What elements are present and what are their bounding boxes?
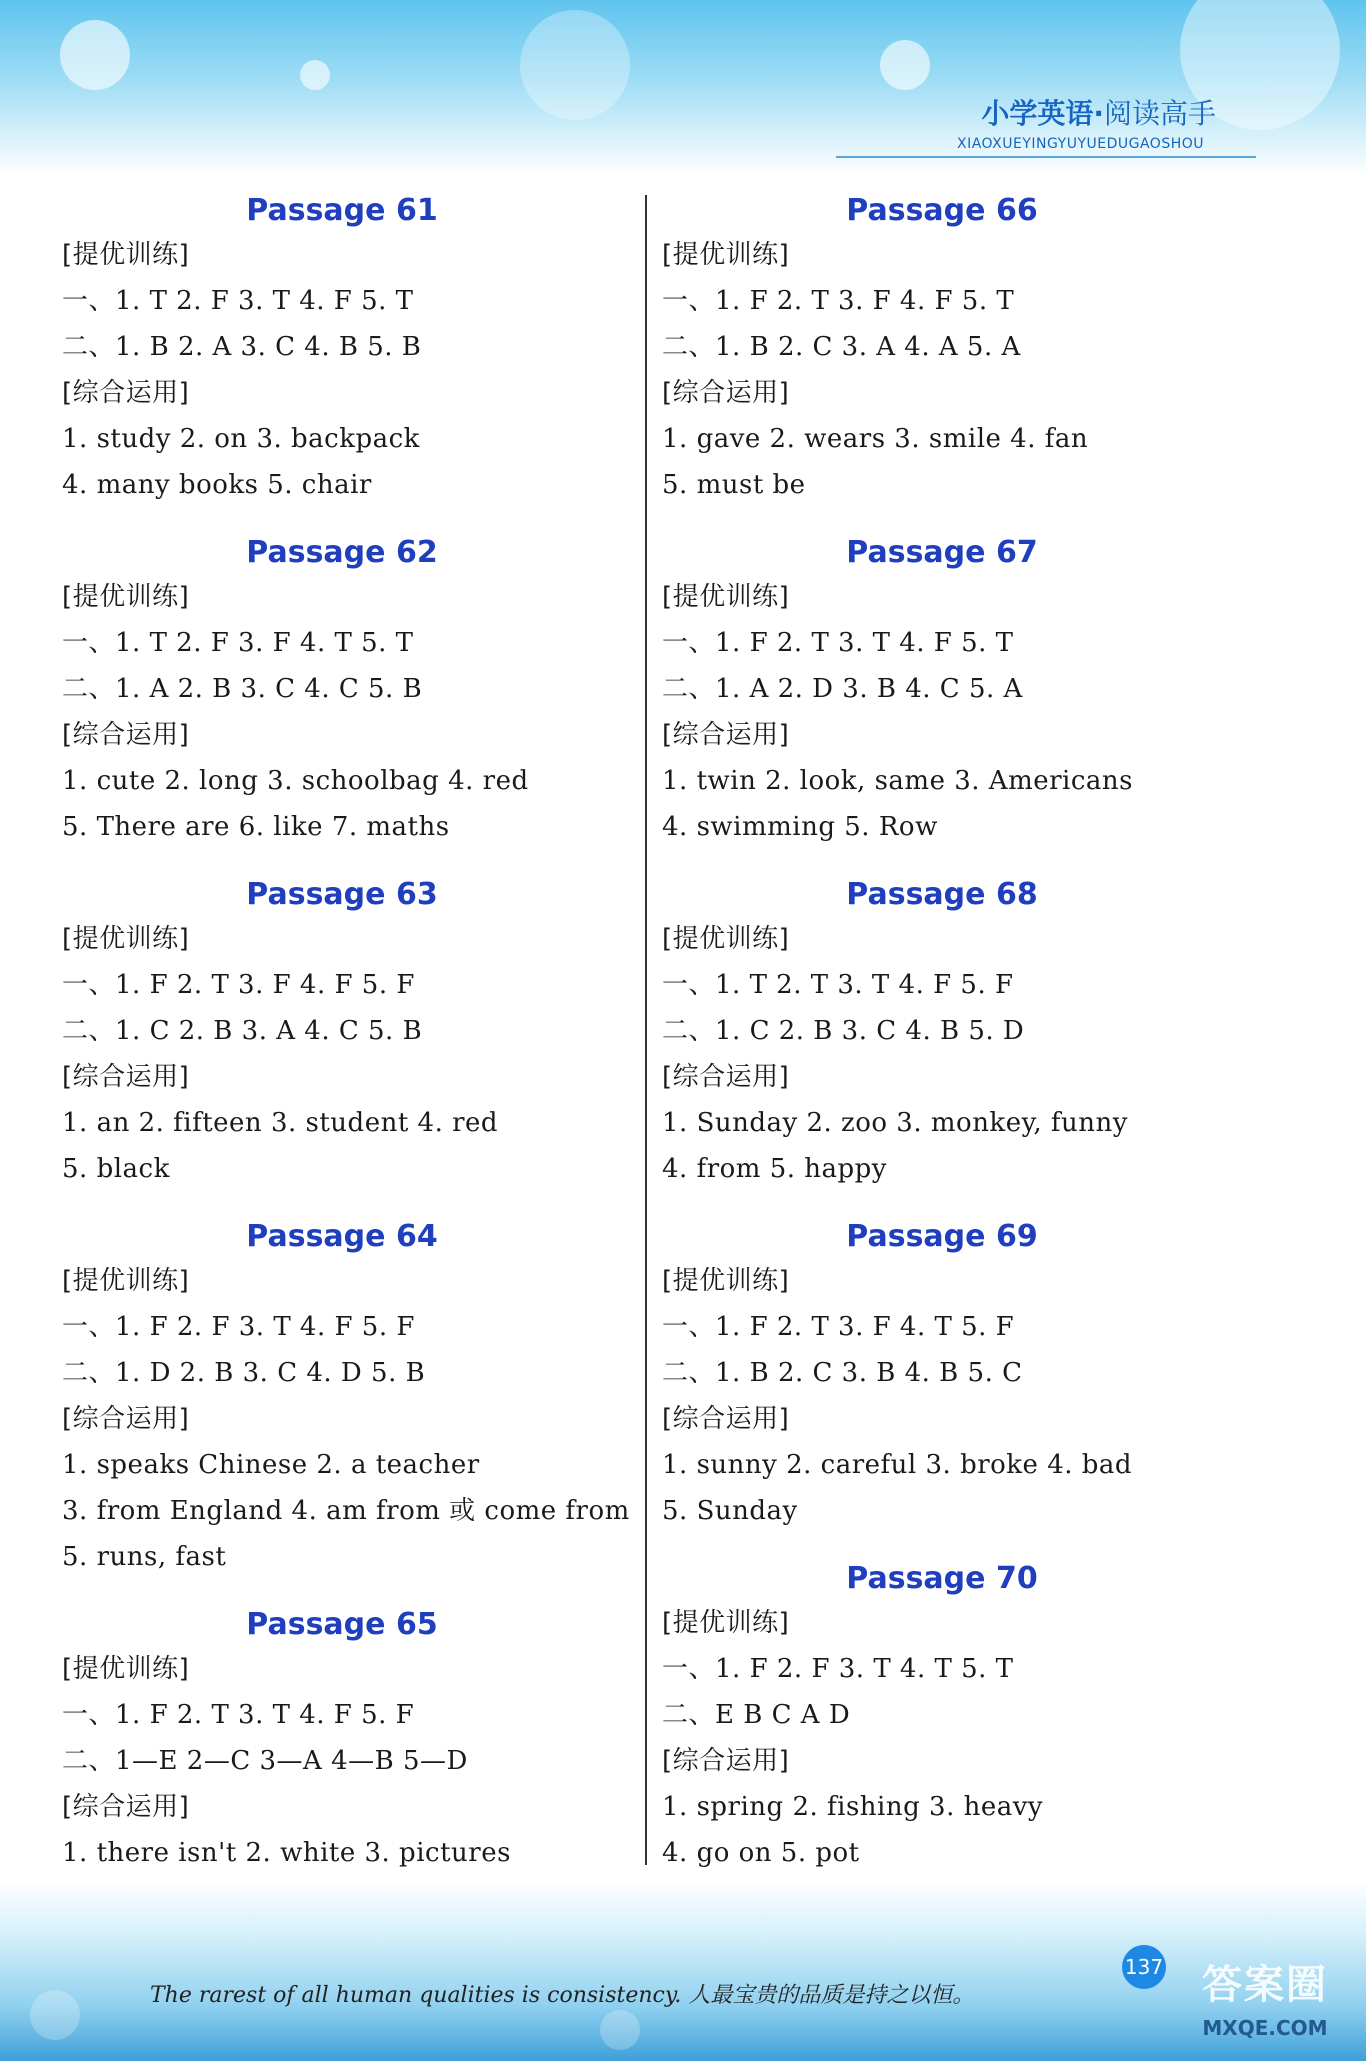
passage-block [62, 190, 662, 508]
book-title [981, 92, 1216, 132]
answer-line: 1. sunny 2. careful 3. broke 4. bad [662, 1450, 1133, 1480]
answer-line: 二、E B C A D [662, 1700, 851, 1730]
section-heading: [提优训练] [662, 1266, 790, 1296]
passage-title: Passage 70 [846, 1561, 1038, 1596]
passage-block [662, 190, 1262, 508]
passage-block [662, 1216, 1262, 1534]
section-heading: [提优训练] [662, 582, 790, 612]
section-heading: [提优训练] [62, 924, 190, 954]
answer-line: 一、1. F 2. T 3. T 4. F 5. F [62, 1700, 415, 1730]
section-heading: [综合运用] [62, 1404, 190, 1434]
passage-block [62, 874, 662, 1192]
answer-line: 二、1. A 2. D 3. B 4. C 5. A [662, 674, 1023, 704]
section-heading: [综合运用] [662, 720, 790, 750]
answer-line: 一、1. T 2. F 3. T 4. F 5. T [62, 286, 414, 316]
answer-line: 3. from England 4. am from 或 come from [62, 1496, 630, 1526]
answer-line: 二、1. A 2. B 3. C 4. C 5. B [62, 674, 423, 704]
section-heading: [综合运用] [62, 1792, 190, 1822]
answer-line: 4. swimming 5. Row [662, 812, 938, 842]
answer-line: 二、1. B 2. C 3. B 4. B 5. C [662, 1358, 1023, 1388]
answer-line: 二、1. B 2. C 3. A 4. A 5. A [662, 332, 1021, 362]
answer-line: 5. Sunday [662, 1496, 798, 1526]
section-heading: [提优训练] [662, 240, 790, 270]
section-heading: [综合运用] [662, 1404, 790, 1434]
header-banner [0, 0, 1366, 175]
section-heading: [提优训练] [62, 240, 190, 270]
answer-line: 4. go on 5. pot [662, 1838, 860, 1868]
answer-line: 一、1. F 2. T 3. F 4. F 5. T [662, 286, 1015, 316]
section-heading: [综合运用] [62, 720, 190, 750]
answer-line: 1. spring 2. fishing 3. heavy [662, 1792, 1044, 1822]
answer-line: 一、1. F 2. F 3. T 4. T 5. T [662, 1654, 1014, 1684]
answer-line: 1. cute 2. long 3. schoolbag 4. red [62, 766, 529, 796]
answer-line: 二、1—E 2—C 3—A 4—B 5—D [62, 1746, 468, 1776]
passage-title: Passage 67 [846, 535, 1038, 570]
answer-line: 二、1. C 2. B 3. A 4. C 5. B [62, 1016, 423, 1046]
answer-line: 一、1. F 2. T 3. F 4. F 5. F [62, 970, 415, 1000]
watermark-text: 答案圈 [1202, 1962, 1328, 2008]
passage-block [662, 1558, 1262, 1876]
answer-line: 1. twin 2. look, same 3. Americans [662, 766, 1134, 796]
passage-block [62, 532, 662, 850]
section-heading: [提优训练] [662, 924, 790, 954]
passage-title: Passage 66 [846, 193, 1038, 228]
answer-line: 5. There are 6. like 7. maths [62, 812, 450, 842]
section-heading: [提优训练] [62, 1266, 190, 1296]
section-heading: [提优训练] [62, 582, 190, 612]
watermark-url: MXQE.COM [1202, 2016, 1328, 2040]
header-rule [836, 156, 1256, 158]
section-heading: [综合运用] [662, 378, 790, 408]
passage-title: Passage 64 [246, 1219, 438, 1254]
answer-column-left [62, 190, 662, 1946]
answer-line: 一、1. F 2. T 3. T 4. F 5. T [662, 628, 1014, 658]
passage-title: Passage 65 [246, 1607, 438, 1642]
book-title-pinyin: XIAOXUEYINGYUYUEDUGAOSHOU [956, 136, 1204, 152]
book-title-main: 小学英语· [981, 97, 1104, 130]
passage-title: Passage 61 [246, 193, 438, 228]
answer-line: 一、1. F 2. T 3. F 4. T 5. F [662, 1312, 1015, 1342]
section-heading: [综合运用] [662, 1062, 790, 1092]
section-heading: [综合运用] [62, 1062, 190, 1092]
passage-block [62, 1216, 662, 1580]
answer-line: 一、1. F 2. F 3. T 4. F 5. F [62, 1312, 415, 1342]
answer-line: 5. must be [662, 470, 806, 500]
answer-line: 1. an 2. fifteen 3. student 4. red [62, 1108, 499, 1138]
answer-line: 二、1. B 2. A 3. C 4. B 5. B [62, 332, 422, 362]
answer-line: 5. runs, fast [62, 1542, 227, 1572]
passage-block [662, 532, 1262, 850]
passage-title: Passage 63 [246, 877, 438, 912]
answer-line: 1. speaks Chinese 2. a teacher [62, 1450, 480, 1480]
passage-block [662, 874, 1262, 1192]
passage-title: Passage 68 [846, 877, 1038, 912]
answer-line: 1. study 2. on 3. backpack [62, 424, 420, 454]
answer-line: 4. many books 5. chair [62, 470, 372, 500]
answer-column-right [662, 190, 1262, 1900]
answer-line: 1. Sunday 2. zoo 3. monkey, funny [662, 1108, 1128, 1138]
answer-line: 二、1. C 2. B 3. C 4. B 5. D [662, 1016, 1025, 1046]
section-heading: [提优训练] [662, 1608, 790, 1638]
section-heading: [提优训练] [62, 1654, 190, 1684]
answer-line: 5. black [62, 1154, 170, 1184]
answer-line: 一、1. T 2. T 3. T 4. F 5. F [662, 970, 1014, 1000]
passage-block [62, 1604, 662, 1922]
passage-title: Passage 62 [246, 535, 438, 570]
answer-line: 4. from 5. happy [662, 1154, 887, 1184]
answer-line: 一、1. T 2. F 3. F 4. T 5. T [62, 628, 414, 658]
answer-line: 1. there isn't 2. white 3. pictures [62, 1838, 511, 1868]
answer-line: 二、1. D 2. B 3. C 4. D 5. B [62, 1358, 426, 1388]
answer-line: 1. gave 2. wears 3. smile 4. fan [662, 424, 1089, 454]
footer-quote: The rarest of all human qualities is consistency. 人最宝贵的品质是持之以恒。 [150, 1983, 975, 2008]
watermark-logo [1170, 1955, 1360, 2055]
page-number: 137 [1122, 1945, 1166, 1989]
passage-title: Passage 69 [846, 1219, 1038, 1254]
section-heading: [综合运用] [662, 1746, 790, 1776]
book-title-sub: 阅读高手 [1103, 97, 1216, 130]
section-heading: [综合运用] [62, 378, 190, 408]
